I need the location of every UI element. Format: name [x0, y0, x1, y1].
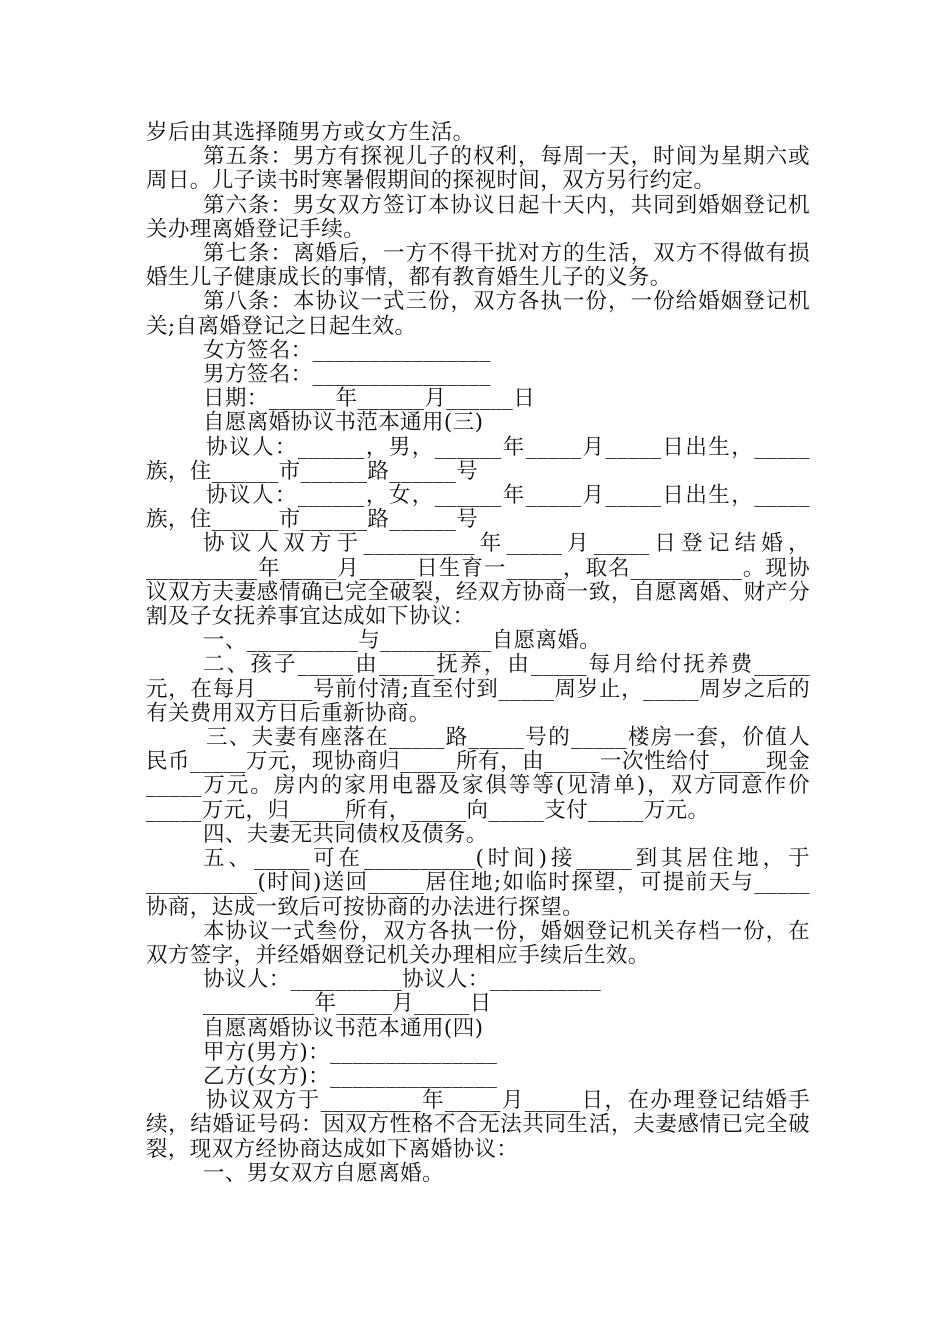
paragraph-1: 岁后由其选择随男方或女方生活。 [146, 120, 475, 145]
party-female: 协议人：______，女，______年_____月_____日出生，_____族，住______市______路______号 [146, 483, 810, 533]
signature-parties: 协议人：__________协议人：__________ [203, 967, 602, 993]
signature-male: 男方签名：________________ [203, 362, 491, 388]
paragraph-article-7: 第七条：离婚后，一方不得干扰对方的生活，双方不得做有损婚生儿子健康成长的事情，都有教育婚生儿子的义务。 [146, 241, 810, 291]
paragraph-agreement-intro: 协议双方于_________年_____月_____日，在办理登记结婚手续，结婚证号码：因双方性格不合无法共同生活，夫妻感情已完全破裂，现双方经协商达成如下离婚协议： [146, 1088, 810, 1162]
signature-date-2: __________年_____月_____日 [203, 991, 492, 1017]
paragraph-article-5: 第五条：男方有探视儿子的权利，每周一天，时间为星期六或周日。儿子读书时寒暑假期间的探视时间，双方另行约定。 [146, 144, 810, 194]
clause-2: 二、孩子_____由_____抚养，由_____每月给付抚养费_____元，在每月_____号前付清;直至付到_____周岁止，_____周岁之后的有关费用双方日后重新协商。 [146, 652, 810, 726]
paragraph-article-8: 第八条：本协议一式三份，双方各执一份，一份给婚姻登记机关;自离婚登记之日起生效。 [146, 289, 810, 339]
paragraph-effectiveness: 本协议一式叁份，双方各执一份，婚姻登记机关存档一份，在双方签字，并经婚姻登记机关办理相应手续后生效。 [146, 918, 810, 968]
clause-1: 一、__________与__________自愿离婚。 [203, 628, 602, 654]
section-heading-4: 自愿离婚协议书范本通用(四) [203, 1015, 484, 1041]
clause-5: 五、_____可在__________(时间)接_____到其居住地，于__________(时间)送回_____居住地;如临时探望，可提前天与_____协商，达成一致后可按协商的办法进行探望。 [146, 846, 810, 920]
clause-3: 三、夫妻有座落在_____路_____号的_____楼房一套，价值人民币_____万元，现协商归_____所有，由_____一次性给付_____现金_____万元。房内的家用电器及家俱等等(见清单)，双方同意作价_____万元，归_____所有，_____向_____支付_____万元。 [146, 725, 810, 823]
signature-date: 日期：______年______月______日 [203, 386, 536, 412]
party-b: 乙方(女方)：_______________ [203, 1063, 498, 1089]
document-page [146, 121, 810, 1186]
paragraph-article-6: 第六条：男女双方签订本协议日起十天内，共同到婚姻登记机关办理离婚登记手续。 [146, 192, 810, 242]
party-male: 协议人：______，男，______年_____月_____日出生，_____族，住______市______路______号 [146, 434, 810, 484]
clause-divorce: 一、男女双方自愿离婚。 [203, 1160, 444, 1186]
signature-female: 女方签名：________________ [203, 337, 491, 363]
paragraph-marriage-info: 协议人双方于__________年_____月_____日登记结婚，__________年_____月_____日生育一_____，取名__________。现协议双方夫妻感情确已完全破裂，经双方协商一致，自愿离婚、财产分割及子女抚养事宜达成如下协议： [146, 531, 810, 630]
clause-4: 四、夫妻无共同债权及债务。 [203, 821, 488, 847]
party-a: 甲方(男方)：_______________ [203, 1039, 498, 1065]
section-heading-3: 自愿离婚协议书范本通用(三) [203, 410, 484, 436]
